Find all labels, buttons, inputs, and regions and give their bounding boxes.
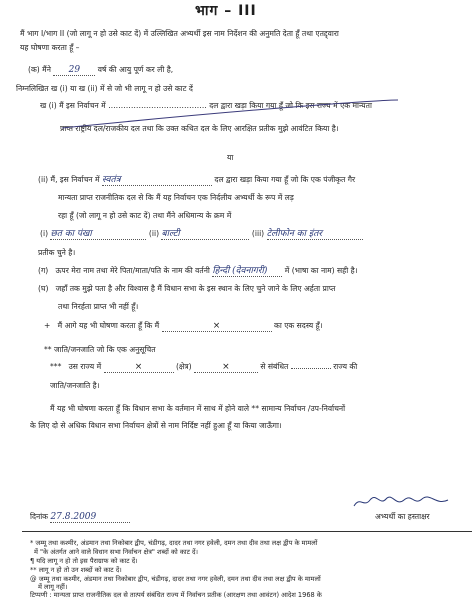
symbol-1-label: (i) (40, 229, 49, 238)
clause-kh-ii-line-3: रहा हूँ (जो लागू न हो उसे काट दें) तथा मैंने अधिमान्य के क्रम में (58, 211, 232, 220)
symbol-3-label: (iii) (251, 229, 265, 238)
clause-kh-i-line-1: ख (i) मैं इस निर्वाचन में ………………………………… दल द्वारा खड़ा किया गया हूँ जो कि इस राज्य में एक मान्यता (40, 101, 372, 110)
intro-line-1: मैं भाग I/भाग II (जो लागू न हो उसे काट दें) में उल्लिखित अभ्यर्थी इस नाम निर्देशन की अनुमति देता हूँ तथा एतद्द्वारा (20, 29, 339, 38)
date-row (30, 512, 130, 523)
footnote-1b: में "के अंतर्गत आने वाले विधान सभा निर्वाचन क्षेत्र" शब्दों को काट दें। (34, 548, 199, 556)
star-prefix: *** (50, 362, 62, 371)
language-value: हिन्दी (देवनागरी) (212, 266, 282, 277)
party-value: स्वतंत्र (102, 175, 212, 186)
clause-k (28, 65, 173, 76)
date-value: 27.8.2009 (50, 512, 130, 523)
clause-k-suffix: वर्ष की आयु पूर्ण कर ली है, (97, 65, 174, 74)
star-cross-1: × (104, 362, 174, 373)
star-related: से संबंधित (260, 362, 289, 371)
footnote-4: @ जम्मू तथा कश्मीर, अंडमान तथा निकोबार द्वीप, चंडीगढ़, दादर तथा नगर हवेली, दमन तथा दीव तथा लक्ष द्वीप के मामलों (30, 575, 321, 583)
star-blank (291, 368, 331, 369)
plus-clause-text: मैं आगे यह भी घोषणा करता हूँ कि मैं (57, 321, 160, 330)
intro-line-2: यह घोषणा करता हूँ – (20, 43, 80, 52)
or-text: या (227, 153, 234, 162)
clause-kh-ii-line-2: मान्यता प्राप्त राजनीतिक दल से कि मैं यह निर्वाचन एक निर्दलीय अभ्यर्थी के रूप में लड़ (58, 193, 294, 202)
star-line-1 (50, 362, 357, 373)
clause-kh-ii-suffix: दल द्वारा खड़ा किया गया हूँ जो कि एक पंजीकृत गैर (214, 175, 356, 184)
star-state-suffix: राज्य की (333, 362, 358, 371)
star-cross-2: × (194, 362, 258, 373)
plus-clause: + मैं आगे यह भी घोषणा करता हूँ कि मैं × का एक सदस्य हूँ। (44, 321, 323, 331)
page-title: भाग – III (195, 3, 257, 19)
plus-clause-suffix: का एक सदस्य हूँ। (274, 321, 323, 330)
star-area: (क्षेत्र) (175, 362, 192, 371)
symbols-row (40, 229, 363, 240)
footnote-1: * जम्मू तथा कश्मीर, अंडमान तथा निकोबार द्वीप, चंडीगढ़, दादर तथा नगर हवेली, दमन तथा दीव तथा लक्ष द्वीप के मामलों (30, 539, 318, 547)
star-state-text: उस राज्य में (68, 362, 102, 371)
symbols-suffix: प्रतीक चुने है। (38, 248, 76, 257)
symbol-2-value: बाल्टी (161, 229, 249, 240)
clause-g-prefix: (ग) (38, 266, 49, 275)
instruction-line: निम्नलिखित ख (i) या ख (ii) में से जो भी लागू न हो उसे काट दें (16, 84, 193, 93)
clause-g (38, 266, 358, 277)
clause-kh-ii-prefix: (ii) मैं, इस निर्वाचन में (38, 175, 100, 184)
clause-gh-line-1 (38, 284, 336, 294)
plus-clause-cross: × (162, 321, 272, 332)
symbol-3-value: टेलीफोन का इंतर (267, 229, 363, 240)
footnote-divider (22, 531, 472, 532)
symbol-2-label: (ii) (148, 229, 160, 238)
caste-line: ** जाति/जनजाति जो कि एक अनुसूचित (44, 345, 156, 354)
signature-image (352, 494, 452, 510)
clause-gh-line-2: तथा निरर्हता प्राप्त भी नहीं हूँ। (58, 302, 139, 311)
footnote-2: ¶ यदि लागू न हो तो इस पैराग्राफ को काट दें। (30, 557, 138, 565)
footnote-3: ** लागू न हो तो उन शब्दों को काट दें। (30, 566, 122, 574)
signature-label: अभ्यर्थी का हस्ताक्षर (375, 512, 430, 521)
clause-kh-i-line-2: प्राप्त राष्ट्रीय दल/राजकीय दल तथा कि उक्त कथित दल के लिए आरक्षित प्रतीक मुझे आवंटित किया है। (60, 124, 339, 133)
age-value: 29 (53, 65, 95, 76)
clause-gh-text-1: जहाँ तक मुझे पता है और विश्वास है मैं विधान सभा के इस स्थान के लिए चुने जाने के लिए अर्हता प्राप्त (55, 284, 336, 293)
clause-g-text-2: में (भाषा का नाम) सही है। (284, 266, 358, 275)
star-line-3: जाति/जनजाति है। (50, 381, 100, 390)
footnote-5: टिप्पणी : मान्यता प्राप्त राजनीतिक दल से तात्पर्य संबंधित राज्य में निर्वाचन प्रतीक (आरक्षण तथा आवंटन) आदेश 1968 के (30, 591, 322, 599)
footnote-4b: में लागू नहीं। (38, 583, 68, 591)
date-label: दिनांक (30, 512, 49, 521)
symbol-1-value: छत का पंखा (50, 229, 146, 240)
strike-through-kh-i (60, 98, 400, 138)
declaration-line-2: के लिए दो से अधिक विधान सभा निर्वाचन क्षेत्रों से नाम निर्दिष्ट नहीं हुआ हूँ या किया जाऊँगा। (30, 421, 282, 430)
clause-g-text-1: ऊपर मेरा नाम तथा मेरे पिता/माता/पति के नाम की वर्तनी (55, 266, 210, 275)
clause-kh-ii-line-1 (38, 175, 355, 186)
declaration-line-1: मैं यह भी घोषणा करता हूँ कि विधान सभा के वर्तमान में साथ में होने वाले ** सामान्य निर्वाचन /उप-निर्वाचनों (50, 404, 346, 413)
clause-gh-prefix: (घ) (38, 284, 49, 293)
clause-k-prefix: (क) मैंने (28, 65, 51, 74)
